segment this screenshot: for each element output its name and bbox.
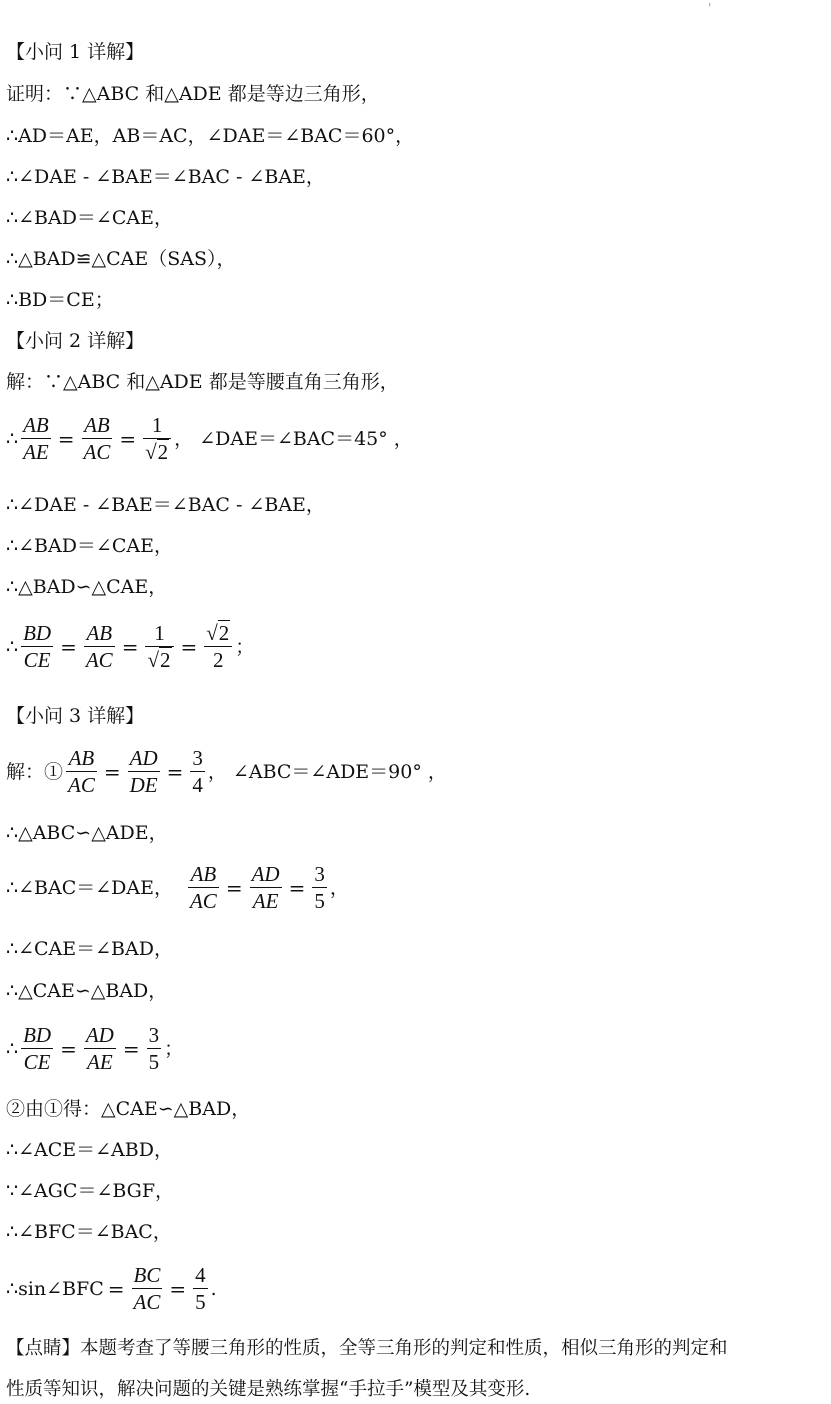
proof-line: ②由①得：△CAE∽△BAD， bbox=[6, 1098, 251, 1120]
numerator: AB bbox=[68, 746, 95, 770]
fraction bbox=[21, 620, 53, 673]
fraction bbox=[84, 1022, 116, 1075]
equals-sign: = bbox=[119, 426, 137, 451]
proof-line: ∴AD＝AE，AB＝AC，∠DAE＝∠BAC＝60°， bbox=[6, 125, 415, 147]
numerator: AB bbox=[86, 621, 113, 645]
sqrt-denominator bbox=[145, 647, 173, 673]
proof-line: ∴∠ACE＝∠ABD， bbox=[6, 1139, 173, 1161]
eq-tail: ， ∠ABC＝∠ADE＝90° ， bbox=[207, 760, 447, 783]
equals-sign: = bbox=[166, 759, 184, 784]
eq-prefix: ∴ bbox=[6, 635, 19, 658]
proof-line: 证明：∵△ABC 和△ADE 都是等边三角形， bbox=[6, 83, 380, 105]
equals-sign: = bbox=[57, 426, 75, 451]
fraction bbox=[190, 745, 205, 798]
fraction bbox=[193, 1262, 208, 1315]
fraction bbox=[312, 861, 327, 914]
radicand: 2 bbox=[160, 648, 171, 673]
denominator: AC bbox=[189, 889, 217, 914]
proof-line: ∴△BAD≌△CAE（SAS）， bbox=[6, 248, 236, 270]
equals-sign: = bbox=[60, 634, 77, 659]
numerator: AD bbox=[85, 1023, 114, 1047]
fraction bbox=[128, 745, 160, 798]
equation-line bbox=[6, 412, 413, 465]
equation-line bbox=[6, 745, 447, 798]
numerator: BD bbox=[23, 1023, 52, 1047]
radicand: 2 bbox=[218, 621, 230, 645]
proof-line: ∴△ABC∽△ADE， bbox=[6, 822, 168, 844]
denominator: AC bbox=[133, 1290, 161, 1315]
denominator: 5 bbox=[195, 1290, 206, 1315]
eq-prefix: ∴sin∠BFC bbox=[6, 1277, 104, 1300]
radical-sign: √ bbox=[206, 621, 218, 645]
fraction bbox=[66, 745, 97, 798]
sqrt-numerator bbox=[204, 620, 232, 646]
radical-sign: √ bbox=[145, 440, 157, 465]
proof-line: ∴∠CAE＝∠BAD， bbox=[6, 938, 173, 960]
denominator: AC bbox=[83, 440, 111, 465]
denominator: AC bbox=[85, 648, 113, 673]
commentary-line: 性质等知识，解决问题的关键是熟练掌握“手拉手”模型及其变形. bbox=[6, 1379, 531, 1400]
equals-sign: = bbox=[225, 875, 243, 900]
eq-prefix: ∴ bbox=[6, 1037, 19, 1060]
eq-prefix: ∴∠BAC＝∠DAE， bbox=[6, 876, 173, 899]
numerator: AD bbox=[129, 746, 158, 770]
fraction bbox=[82, 412, 113, 465]
fraction bbox=[143, 412, 171, 465]
proof-line: ∴∠BAD＝∠CAE， bbox=[6, 207, 173, 229]
eq-prefix: ∴ bbox=[6, 427, 19, 450]
denominator: AE bbox=[87, 1050, 113, 1075]
commentary-line: 【点睛】本题考查了等腰三角形的性质，全等三角形的判定和性质，相似三角形的判定和 bbox=[6, 1338, 728, 1359]
fraction bbox=[21, 1022, 53, 1075]
denominator: DE bbox=[129, 773, 158, 798]
fraction bbox=[147, 1022, 162, 1075]
equation-line bbox=[6, 620, 254, 673]
denominator: 4 bbox=[192, 773, 203, 798]
section-heading-part2: 【小问 2 详解】 bbox=[6, 330, 145, 352]
proof-line: ∴∠DAE - ∠BAE＝∠BAC - ∠BAE， bbox=[6, 166, 325, 188]
fraction bbox=[132, 1262, 163, 1315]
proof-line: ∴∠DAE - ∠BAE＝∠BAC - ∠BAE， bbox=[6, 494, 325, 516]
denominator: 5 bbox=[148, 1050, 160, 1075]
section-heading-part3: 【小问 3 详解】 bbox=[6, 705, 145, 727]
equals-sign: = bbox=[169, 1276, 187, 1301]
eq-prefix: 解：① bbox=[6, 760, 64, 783]
numerator: AB bbox=[190, 862, 217, 886]
equals-sign: = bbox=[288, 875, 306, 900]
denominator: 2 bbox=[213, 648, 224, 673]
fraction bbox=[145, 620, 173, 673]
fraction bbox=[250, 861, 282, 914]
eq-tail: ， bbox=[329, 876, 349, 899]
numerator: 3 bbox=[314, 862, 325, 886]
eq-tail: ； bbox=[164, 1037, 184, 1060]
numerator: AB bbox=[23, 413, 49, 437]
eq-tail: ， ∠DAE＝∠BAC＝45° ， bbox=[174, 427, 413, 450]
equals-sign: = bbox=[107, 1276, 125, 1301]
numerator: 3 bbox=[148, 1023, 160, 1047]
equals-sign: = bbox=[122, 1036, 140, 1061]
fraction bbox=[84, 620, 115, 673]
proof-line: ∴∠BAD＝∠CAE， bbox=[6, 535, 173, 557]
denominator: AE bbox=[23, 440, 49, 465]
denominator: AC bbox=[68, 773, 95, 798]
corner-mark: ' bbox=[708, 1, 712, 15]
numerator: 3 bbox=[192, 746, 203, 770]
equation-line bbox=[6, 1022, 183, 1075]
denominator: CE bbox=[23, 1050, 51, 1075]
numerator: BC bbox=[133, 1263, 161, 1287]
equals-sign: = bbox=[103, 759, 121, 784]
equals-sign: = bbox=[60, 1036, 77, 1061]
numerator: 4 bbox=[195, 1263, 206, 1287]
equals-sign: = bbox=[180, 634, 198, 659]
denominator: AE bbox=[252, 889, 279, 914]
proof-line: 解：∵△ABC 和△ADE 都是等腰直角三角形， bbox=[6, 371, 399, 393]
proof-line: ∴∠BFC＝∠BAC， bbox=[6, 1221, 172, 1243]
fraction bbox=[204, 620, 232, 673]
equation-line bbox=[6, 1262, 217, 1315]
numerator: AD bbox=[251, 862, 280, 886]
eq-tail: ； bbox=[235, 635, 255, 658]
denominator: CE bbox=[23, 648, 51, 673]
numerator: BD bbox=[23, 621, 52, 645]
proof-line: ∵∠AGC＝∠BGF， bbox=[6, 1180, 175, 1202]
eq-tail: . bbox=[210, 1277, 217, 1300]
fraction bbox=[21, 412, 51, 465]
radicand: 2 bbox=[157, 440, 169, 465]
equals-sign: = bbox=[121, 634, 139, 659]
numerator: AB bbox=[84, 413, 110, 437]
proof-line: ∴BD＝CE； bbox=[6, 289, 114, 311]
numerator: 1 bbox=[154, 621, 165, 645]
sqrt-denominator bbox=[143, 439, 171, 465]
denominator: 5 bbox=[314, 889, 325, 914]
equation-line bbox=[6, 861, 349, 914]
radical-sign: √ bbox=[147, 648, 159, 673]
proof-line: ∴△BAD∽△CAE， bbox=[6, 576, 168, 598]
fraction bbox=[188, 861, 219, 914]
numerator: 1 bbox=[151, 413, 163, 437]
section-heading-part1: 【小问 1 详解】 bbox=[6, 41, 145, 63]
proof-line: ∴△CAE∽△BAD， bbox=[6, 980, 168, 1002]
